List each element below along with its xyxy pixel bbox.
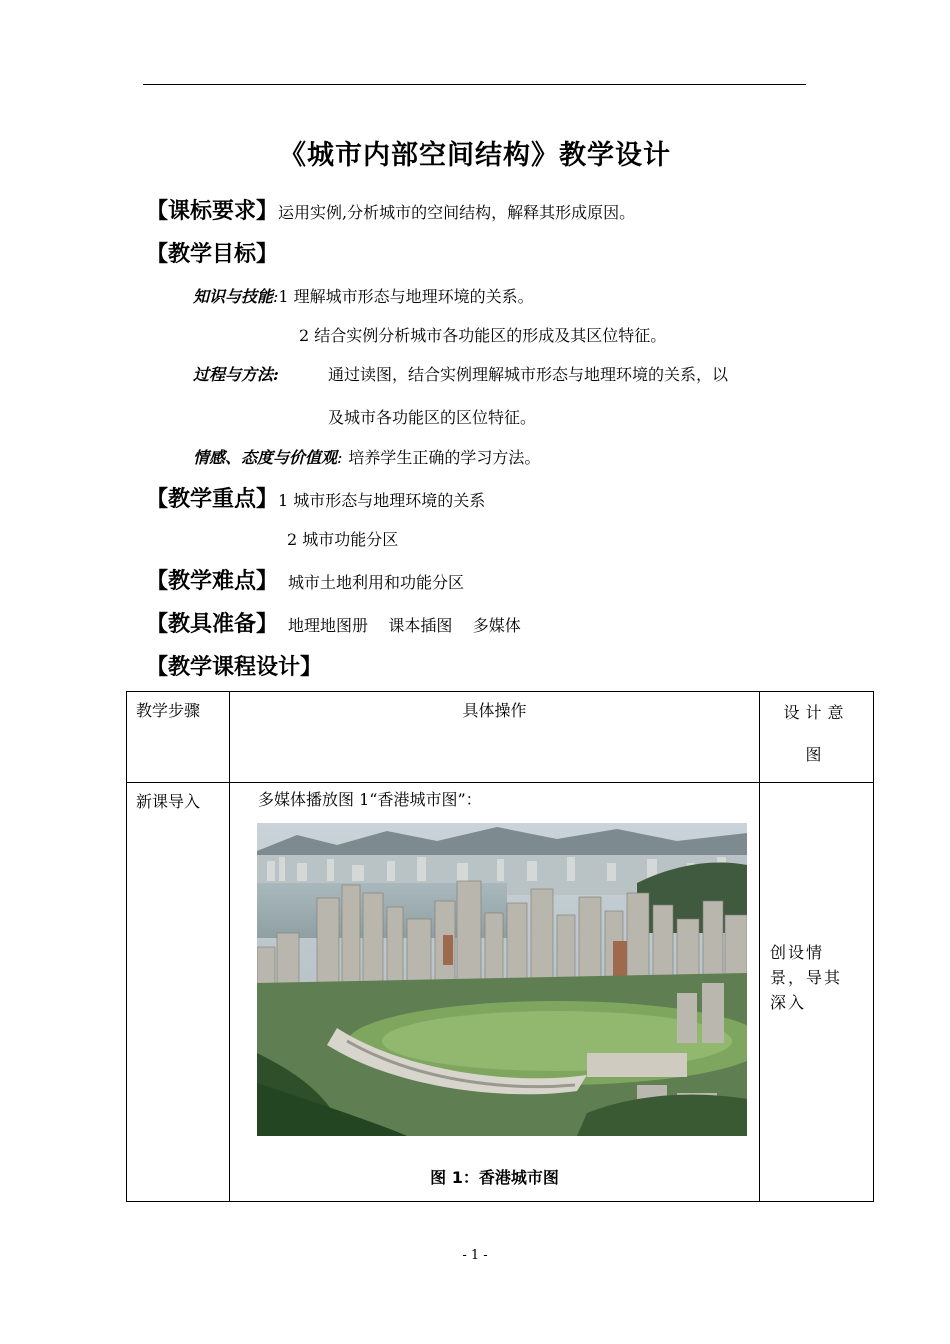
row-intent-line-1: 创设情: [770, 943, 825, 962]
header-intent-line-1: 设计意: [783, 703, 850, 722]
standards-label: 【课标要求】: [146, 199, 279, 224]
key-point-1: 1 城市形态与地理环境的关系: [278, 491, 486, 510]
difficulties-text: 城市土地利用和功能分区: [288, 573, 465, 592]
course-design-label: 【教学课程设计】: [146, 655, 323, 680]
row-lead-text: 多媒体播放图 1“香港城市图”：: [258, 790, 482, 809]
row-operation: [230, 783, 760, 1202]
knowledge-item-2: 2 结合实例分析城市各功能区的形成及其区位特征。: [299, 326, 667, 345]
header-step: 教学步骤: [127, 692, 230, 783]
key-points-line: [146, 482, 485, 513]
knowledge-label: 知识与技能: [193, 287, 274, 306]
emotion-label: 情感、态度与价值观: [193, 448, 338, 467]
table-row: [127, 783, 874, 1202]
key-points-label: 【教学重点】: [146, 487, 279, 512]
process-text-1: 通过读图，结合实例理解城市形态与地理环境的关系，以: [328, 365, 729, 384]
header-intent: [760, 692, 874, 783]
difficulties-line: [146, 564, 464, 595]
objectives-label: 【教学目标】: [146, 242, 279, 267]
key-point-2: 2 城市功能分区: [287, 530, 399, 549]
tools-text: 地理地图册 课本插图 多媒体: [288, 616, 521, 635]
knowledge-item-1: 1 理解城市形态与地理环境的关系。: [278, 287, 534, 306]
lesson-plan-table: [126, 691, 874, 1202]
tools-line: [146, 607, 521, 638]
document-title: 《城市内部空间结构》教学设计: [279, 140, 671, 171]
standards-text: 运用实例,分析城市的空间结构，解释其形成原因。: [278, 203, 636, 222]
figure-caption: 图 1：香港城市图: [430, 1168, 559, 1187]
tools-label: 【教具准备】: [146, 612, 279, 637]
difficulties-label: 【教学难点】: [146, 569, 279, 594]
process-line: [193, 362, 279, 385]
header-operation: 具体操作: [230, 692, 760, 783]
header-rule: [143, 84, 806, 85]
table-header-row: [127, 692, 874, 783]
process-label: 过程与方法:: [193, 365, 279, 384]
row-intent-line-2: 景，导其: [770, 968, 843, 987]
row-step: 新课导入: [127, 783, 230, 1202]
emotion-line: [193, 445, 540, 468]
emotion-text: 培养学生正确的学习方法。: [348, 448, 541, 467]
emotion-sep: :: [337, 448, 343, 467]
standards-line: [146, 194, 635, 225]
page-number: - 1 -: [462, 1248, 488, 1263]
header-intent-line-2: 图: [805, 745, 828, 764]
row-intent-line-3: 深入: [770, 993, 807, 1012]
process-text-2: 及城市各功能区的区位特征。: [328, 408, 537, 427]
hong-kong-city-photo: [257, 823, 747, 1136]
knowledge-line: [193, 284, 534, 307]
knowledge-sep: :: [273, 287, 279, 306]
row-intent: [760, 783, 874, 1202]
